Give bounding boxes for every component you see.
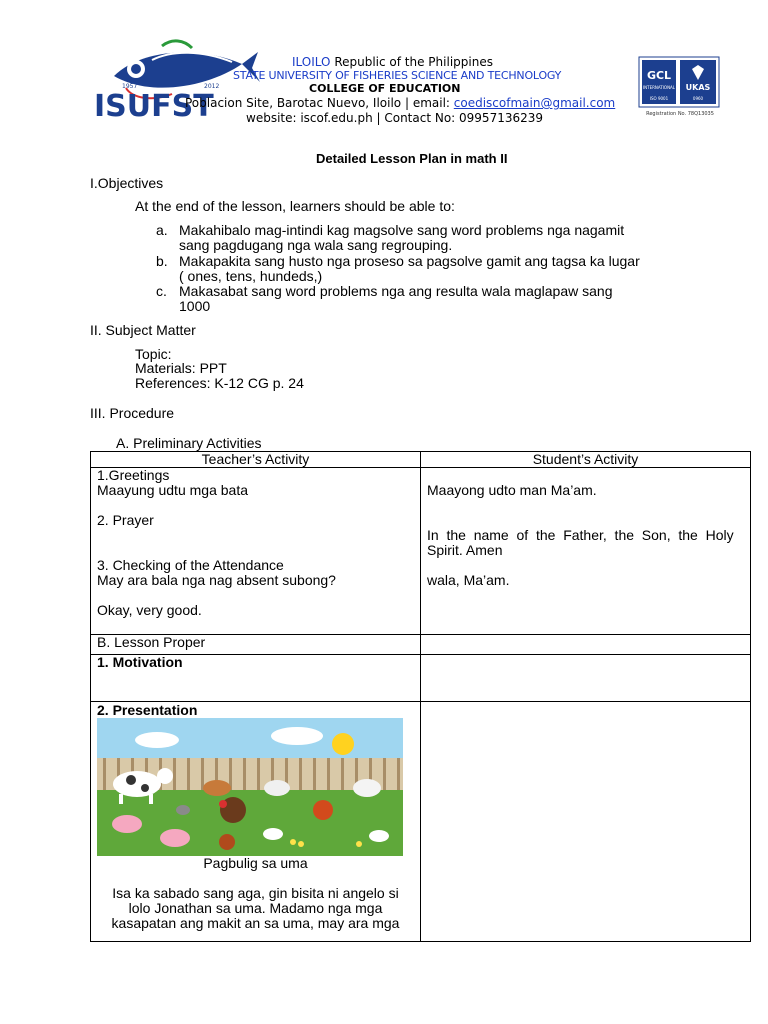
header-college: COLLEGE OF EDUCATION (309, 82, 461, 95)
prayer-student-line: In the name of the Father, the Son, the Holy (427, 527, 734, 543)
preliminary-activities-heading: A. Preliminary Activities (116, 435, 262, 451)
attendance-label: 3. Checking of the Attendance (97, 557, 284, 573)
certification-badge (638, 56, 722, 118)
header-address: Poblacion Site, Barotac Nuevo, Iloilo | email: (185, 96, 454, 110)
prayer-student-line: Spirit. Amen (427, 542, 503, 558)
cert-international: INTERNATIONAL (642, 85, 676, 90)
cert-iso: ISO 9001 (649, 96, 669, 101)
objective-text: sang pagdugang nga wala sang regrouping. (179, 237, 453, 253)
materials-label: Materials: PPT (135, 360, 227, 376)
document-title: Detailed Lesson Plan in math II (316, 151, 508, 166)
cert-registration: Registration No. 78Q13035 (646, 111, 714, 117)
logo-wordmark: ISUFST (94, 89, 214, 124)
header-university-name: STATE UNIVERSITY OF FISHERIES SCIENCE AND TECHNOLOGY (233, 69, 562, 82)
objective-text: Makasabat sang word problems nga ang resulta wala maglapaw sang (179, 283, 613, 299)
student-column-header: Student’s Activity (421, 452, 751, 468)
student-preliminary-cell (421, 468, 751, 635)
empty-cell (421, 635, 751, 655)
objective-text: Makapakita sang husto nga proseso sa pagsolve gamit ang tagsa ka lugar (179, 253, 640, 269)
empty-cell (421, 655, 751, 702)
objective-marker: c. (156, 283, 167, 299)
objectives-heading: I.Objectives (90, 175, 164, 191)
greeting-teacher: Maayung udtu mga bata (97, 482, 248, 498)
logo-year-right: 2012 (204, 83, 220, 90)
story-line: lolo Jonathan sa uma. Madamo nga mga (128, 900, 383, 916)
prayer-label: 2. Prayer (97, 512, 154, 528)
image-caption: Pagbulig sa uma (203, 855, 308, 871)
cert-gcl: GCL (646, 69, 672, 82)
table-header-row (91, 452, 751, 468)
attendance-question: May ara bala nga nag absent subong? (97, 572, 336, 588)
presentation-cell (91, 702, 421, 942)
logo-year-left: 1957 (122, 83, 138, 90)
empty-cell (421, 702, 751, 942)
lesson-proper-label: B. Lesson Proper (91, 635, 421, 655)
motivation-label: 1. Motivation (91, 655, 421, 702)
table-row-preliminary (91, 468, 751, 635)
farm-animals-illustration (97, 718, 403, 856)
header-republic: Republic of the Philippines (334, 55, 493, 69)
attendance-answer: wala, Ma’am. (427, 572, 510, 588)
objective-text: Makahibalo mag-intindi kag magsolve sang word problems nga nagamit (179, 222, 625, 238)
objective-text: ( ones, tens, hundeds,) (179, 268, 323, 284)
cert-ukas: UKAS (685, 83, 711, 92)
table-row-motivation (91, 655, 751, 702)
objective-text: 1000 (179, 298, 211, 314)
presentation-label: 2. Presentation (97, 702, 198, 718)
objective-marker: a. (156, 222, 168, 238)
procedure-heading: III. Procedure (90, 405, 175, 421)
story-line: kasapatan ang makit an sa uma, may ara mga (111, 915, 400, 931)
teacher-preliminary-cell (91, 468, 421, 635)
header-region: ILOILO (292, 55, 331, 69)
objective-marker: b. (156, 253, 168, 269)
subject-matter-heading: II. Subject Matter (90, 322, 196, 338)
greeting-student: Maayong udto man Ma’am. (427, 482, 597, 498)
header-line-1 (292, 55, 493, 69)
cert-number: 0960 (692, 96, 704, 101)
table-row-presentation (91, 702, 751, 942)
header-website-contact: website: iscof.edu.ph | Contact No: 09957136239 (246, 111, 544, 125)
story-line: Isa ka sabado sang aga, gin bisita ni angelo si (112, 885, 399, 901)
objectives-intro: At the end of the lesson, learners should be able to: (135, 198, 455, 214)
email-link[interactable]: coediscofmain@gmail.com (453, 96, 616, 110)
references-label: References: K-12 CG p. 24 (135, 375, 304, 391)
activity-table (90, 451, 751, 942)
okay-response: Okay, very good. (97, 602, 202, 618)
topic-label: Topic: (135, 346, 172, 362)
table-row-lesson-proper (91, 635, 751, 655)
header-address-line (185, 96, 615, 110)
teacher-column-header: Teacher’s Activity (91, 452, 421, 468)
greetings-label: 1.Greetings (97, 467, 170, 483)
university-logo (92, 36, 262, 136)
